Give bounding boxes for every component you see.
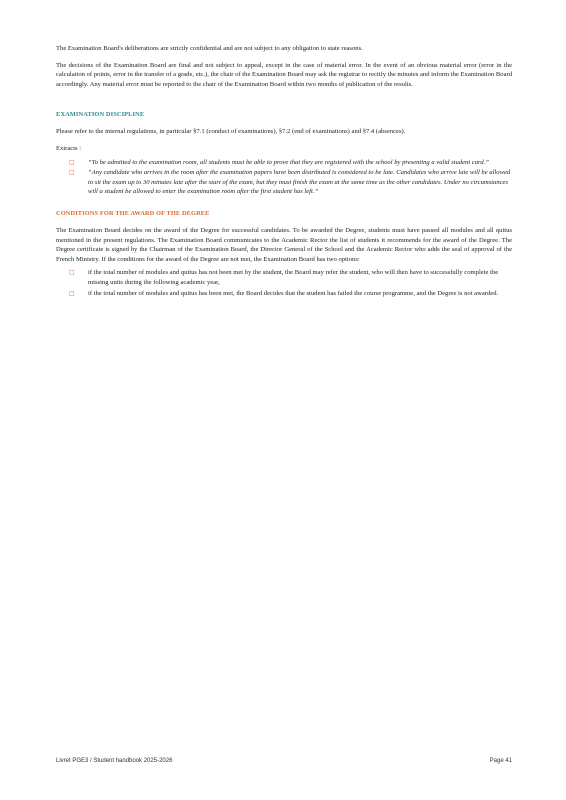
footer-handbook-title: Livret PGE3 / Student handbook 2025-2026 — [56, 758, 173, 764]
discipline-intro: Please refer to the internal regulations, in particular §7.1 (conduct of examinations), §7.2 (end of examinations) and §7.4 (absences). — [56, 128, 406, 136]
quote-text: “To be admitted to the examination room, all students must be able to prove that they are registered with the school by presenting a valid student card.” — [88, 158, 489, 166]
square-bullet-icon: □ — [69, 158, 75, 166]
conditions-intro: The Examination Board decides on the award of the Degree for successful candidates. To be awarded the Degree, students must have passed all modules and all quitus mentioned in the present regulations. The Examination Board communicates to the Academic Rector the list of students it recommends for the award of the Degree. The Degree certificate is signed by the Chairman of the Examination Board, the Director General of the School and the Academic Rector who adds the seal of approval of the French Ministry. If the conditions for the award of the Degree are not met, the Examination Board has two options: — [56, 226, 512, 263]
square-bullet-icon: □ — [69, 169, 75, 177]
section-heading-discipline: EXAMINATION DISCIPLINE — [56, 111, 145, 119]
page-footer — [56, 758, 512, 764]
document-page — [56, 44, 512, 299]
conditions-options-list — [56, 268, 512, 298]
list-item — [56, 158, 512, 168]
list-item — [56, 168, 512, 197]
option-text: if the total number of modules and quitus has not been met by the student, the Board may refer the student, who will then have to successfully complete the missing units during the following academic year, — [88, 269, 499, 286]
option-text: if the total number of modules and quitus has been met, the Board decides that the student has failed the course programme, and the Degree is not awarded. — [88, 289, 499, 297]
square-bullet-icon: □ — [69, 289, 75, 297]
extracts-label: Extracts : — [56, 144, 82, 152]
section-heading-conditions: CONDITIONS FOR THE AWARD OF THE DEGREE — [56, 209, 210, 217]
list-item — [56, 289, 512, 299]
square-bullet-icon: □ — [69, 269, 75, 277]
quote-list — [56, 158, 512, 197]
intro-paragraph-confidentiality: The Examination Board's deliberations are strictly confidential and are not subject to any obligation to state reasons. — [56, 45, 363, 52]
intro-paragraph-decisions: The decisions of the Examination Board are final and not subject to appeal, except in the case of material error. In the event of an obvious material error (error in the calculation of points, error in the transfer of a grade, etc.), the chair of the Examination Board may ask the registrar to rectify the minutes and inform the Examination Board accordingly. Any material error must be reported to the chair of the Examination Board within two months of publication of the results. — [56, 61, 512, 88]
page-number: Page 41 — [489, 758, 512, 764]
list-item — [56, 268, 512, 287]
quote-text: “Any candidate who arrives in the room after the examination papers have been distributed is considered to be late. Candidates who arrive late will be allowed to sit the exam up to 30 minutes late after the start of the exam, but they must finish the exam at the same time as the other candidates. Under no circumstances will a student be allowed to enter the examination room after the first student has left.” — [88, 169, 511, 196]
